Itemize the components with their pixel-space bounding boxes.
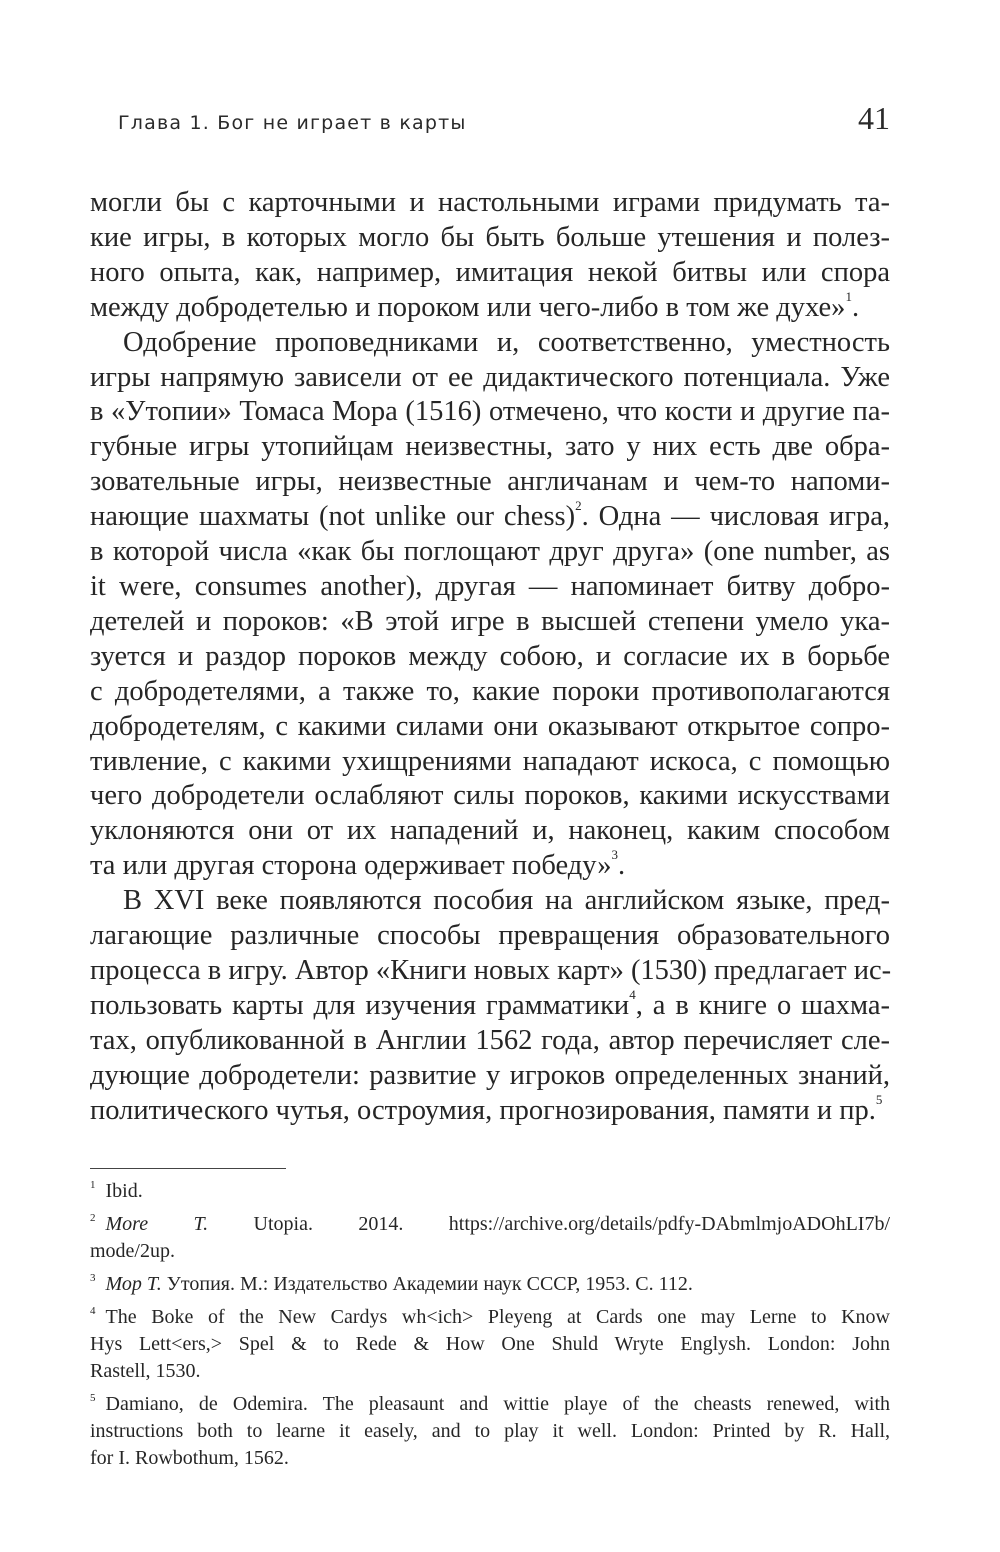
footnote-author: Мор Т. [105, 1273, 162, 1295]
text-fragment: . Одна — числовая игра, [581, 501, 890, 533]
footnote-text: Damiano, de Odemira. The pleasaunt and wittie playe of the cheasts renewed, with [105, 1393, 890, 1415]
footnote-text: Утопия. М.: Издательство Академии наук СССР, 1953. С. 112. [161, 1273, 693, 1295]
footnote-line [90, 1391, 890, 1418]
footnote-ref: 3 [611, 847, 618, 863]
footnotes [90, 1178, 890, 1478]
footnote-line: for I. Rowbothum, 1562. [90, 1447, 289, 1469]
text-fragment: нающие шахматы (not unlike our chess) [90, 501, 576, 533]
text-line: дующие добродетели: развитие у игроков определенных знаний, [90, 1059, 890, 1091]
text-line [90, 986, 891, 1024]
footnote-line [90, 1271, 890, 1298]
main-text [90, 186, 890, 1128]
text-line: в «Утопии» Томаса Мора (1516) отмечено, что кости и другие па- [90, 396, 890, 428]
footnote-2 [90, 1211, 890, 1265]
footnote-ref: 5 [875, 1091, 883, 1107]
footnote-ref: 1 [845, 288, 852, 304]
footnote-line [90, 1211, 890, 1238]
text-line: it were, consumes another), другая — напоминает битву добро- [90, 570, 890, 602]
footnote-4 [90, 1304, 890, 1385]
footnote-ref: 4 [629, 986, 636, 1002]
text-line: чего добродетели ослабляют силы пороков, какими искусствами [90, 780, 890, 812]
text-line: добродетелям, с какими силами они оказывают открытое сопро- [90, 710, 890, 742]
text-line: с добродетелями, а также то, какие пороки противополагаются [90, 675, 890, 707]
footnote-line: mode/2up. [90, 1240, 175, 1262]
text-line: ного опыта, как, например, имитация некой битвы или спора [90, 256, 890, 288]
footnote-3 [90, 1271, 890, 1298]
text-line [90, 849, 890, 884]
text-line: кие игры, в которых могло бы быть больше утешения и полез- [90, 221, 890, 253]
text-line: тивление, с какими ухищрениями нападают искоса, с помощью [90, 745, 890, 777]
text-line [90, 500, 890, 535]
footnote-1 [90, 1178, 890, 1205]
text-fragment: политического чутья, остроумия, прогнозирования, памяти и пр. [90, 1094, 876, 1126]
footnote-number: 2 [90, 1212, 96, 1224]
text-line: детелей и пороков: «В этой игре в высшей степени умело ука- [90, 605, 890, 637]
text-line: зовательные игры, неизвестные англичанам и чем-то напоми- [90, 466, 890, 498]
footnote-number: 1 [90, 1179, 96, 1191]
text-line [90, 1091, 890, 1129]
text-line: процесса в игру. Автор «Книги новых карт» (1530) предлагает ис- [90, 954, 892, 986]
footnote-author: More T. [105, 1213, 209, 1235]
footnote-line: Rastell, 1530. [90, 1360, 201, 1382]
text-line: Одобрение проповедниками и, соответственно, уместность [123, 326, 890, 358]
footnote-line: Hys Lett<ers,> Spel & to Rede & How One Shuld Wryte Englysh. London: John [90, 1333, 890, 1355]
text-fragment: , а в книге о шахма- [635, 989, 891, 1021]
text-fragment: . [617, 850, 626, 882]
footnote-text: The Boke of the New Cardys wh<ich> Pleyeng at Cards one may Lerne to Know [105, 1306, 890, 1328]
text-line: могли бы с карточными и настольными играми придумать та- [90, 187, 890, 218]
footnote-number: 5 [90, 1392, 96, 1404]
text-line [90, 288, 890, 326]
footnote-5 [90, 1391, 890, 1472]
text-fragment: пользовать карты для изучения грамматики [90, 989, 630, 1021]
text-fragment: та или другая сторона одерживает победу» [90, 850, 612, 882]
text-fragment: . [851, 291, 860, 323]
footnote-number: 3 [90, 1272, 96, 1284]
text-line: В XVI веке появляются пособия на английском языке, пред- [123, 885, 890, 917]
footnote-text: Utopia. 2014. https://archive.org/details/pdfy-DAbmlmjoADOhLI7b/ [208, 1213, 890, 1235]
text-line: губные игры утопийцам неизвестны, зато у них есть две обра- [90, 431, 890, 463]
text-line: уклоняются они от их нападений и, наконец, каким способом [90, 815, 890, 847]
text-line: в которой числа «как бы поглощают друг друга» (one number, as [90, 536, 890, 568]
running-head: Глава 1. Бог не играет в карты [118, 112, 467, 134]
footnote-text: Ibid. [105, 1180, 143, 1202]
footnote-separator [90, 1168, 286, 1169]
footnote-line [90, 1304, 890, 1331]
page-number: 41 [858, 100, 890, 136]
footnote-number: 4 [90, 1305, 96, 1317]
text-line: зуется и раздор пороков между собою, и согласие их в борьбе [90, 640, 890, 672]
text-fragment: между добродетелью и пороком или чего-либо в том же духе» [90, 291, 846, 323]
footnote-line [90, 1178, 890, 1205]
text-line: тах, опубликованной в Англии 1562 года, автор перечисляет сле- [90, 1024, 890, 1056]
footnote-line: instructions both to learne it easely, and to play it well. London: Printed by R. Hall, [90, 1420, 890, 1442]
text-line: игры напрямую зависели от ее дидактического потенциала. Уже [90, 361, 890, 393]
text-line: лагающие различные способы превращения образовательного [90, 920, 890, 952]
footnote-ref: 2 [575, 498, 582, 514]
